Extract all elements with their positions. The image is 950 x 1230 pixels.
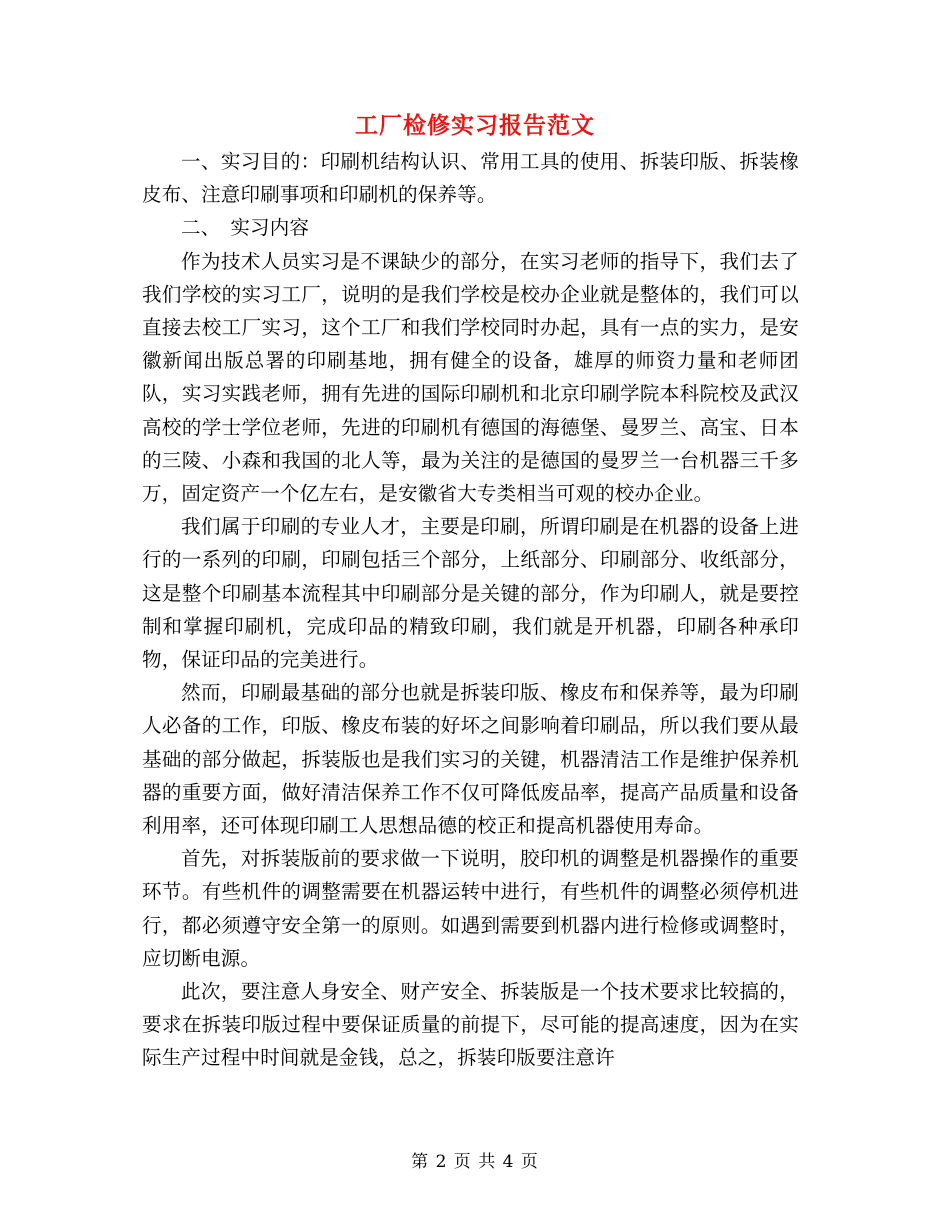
paragraph-purpose: 一、实习目的：印刷机结构认识、常用工具的使用、拆装印版、拆装橡皮布、注意印刷事项和印刷机的保养等。 xyxy=(142,150,799,207)
paragraph-body: 然而，印刷最基础的部分也就是拆装印版、橡皮布和保养等，最为印刷人必备的工作，印版、橡皮布装的好坏之间影响着印刷品，所以我们要从最基础的部分做起，拆装版也是我们实习的关键，机器清洁工作是维护保养机器的重要方面，做好清洁保养工作不仅可降低废品率，提高产品质量和设备利用率，还可体现印刷工人思想品德的校正和提高机器使用寿命。 xyxy=(142,681,799,838)
paragraph-body: 我们属于印刷的专业人才，主要是印刷，所谓印刷是在机器的设备上进行的一系列的印刷，印刷包括三个部分，上纸部分、印刷部分、收纸部分，这是整个印刷基本流程其中印刷部分是关键的部分，作为印刷人，就是要控制和掌握印刷机，完成印品的精致印刷，我们就是开机器，印刷各种承印物，保证印品的完美进行。 xyxy=(142,515,799,672)
document-body xyxy=(142,145,799,1075)
document-title: 工厂检修实习报告范文 xyxy=(355,112,595,139)
paragraph-body: 此次，要注意人身安全、财产安全、拆装版是一个技术要求比较搞的，要求在拆装印版过程中要保证质量的前提下，尽可能的提高速度，因为在实际生产过程中时间就是金钱，总之，拆装印版要注意许 xyxy=(142,980,799,1070)
paragraph-body: 作为技术人员实习是不课缺少的部分，在实习老师的指导下，我们去了我们学校的实习工厂，说明的是我们学校是校办企业就是整体的，我们可以直接去校工厂实习，这个工厂和我们学校同时办起，具有一点的实力，是安徽新闻出版总署的印刷基地，拥有健全的设备，雄厚的师资力量和老师团队，实习实践老师，拥有先进的国际印刷机和北京印刷学院本科院校及武汉高校的学士学位老师，先进的印刷机有德国的海德堡、曼罗兰、高宝、日本的三陵、小森和我国的北人等，最为关注的是德国的曼罗兰一台机器三千多万，固定资产一个亿左右，是安徽省大专类相当可观的校办企业。 xyxy=(142,249,799,506)
paragraph-section-heading: 二、 实习内容 xyxy=(181,216,310,240)
paragraph-body: 首先，对拆装版前的要求做一下说明，胶印机的调整是机器操作的重要环节。有些机件的调整需要在机器运转中进行，有些机件的调整必须停机进行，都必须遵守安全第一的原则。如遇到需要到机器内进行检修或调整时，应切断电源。 xyxy=(142,847,799,970)
page-number-footer: 第 2 页 共 4 页 xyxy=(411,1152,539,1172)
